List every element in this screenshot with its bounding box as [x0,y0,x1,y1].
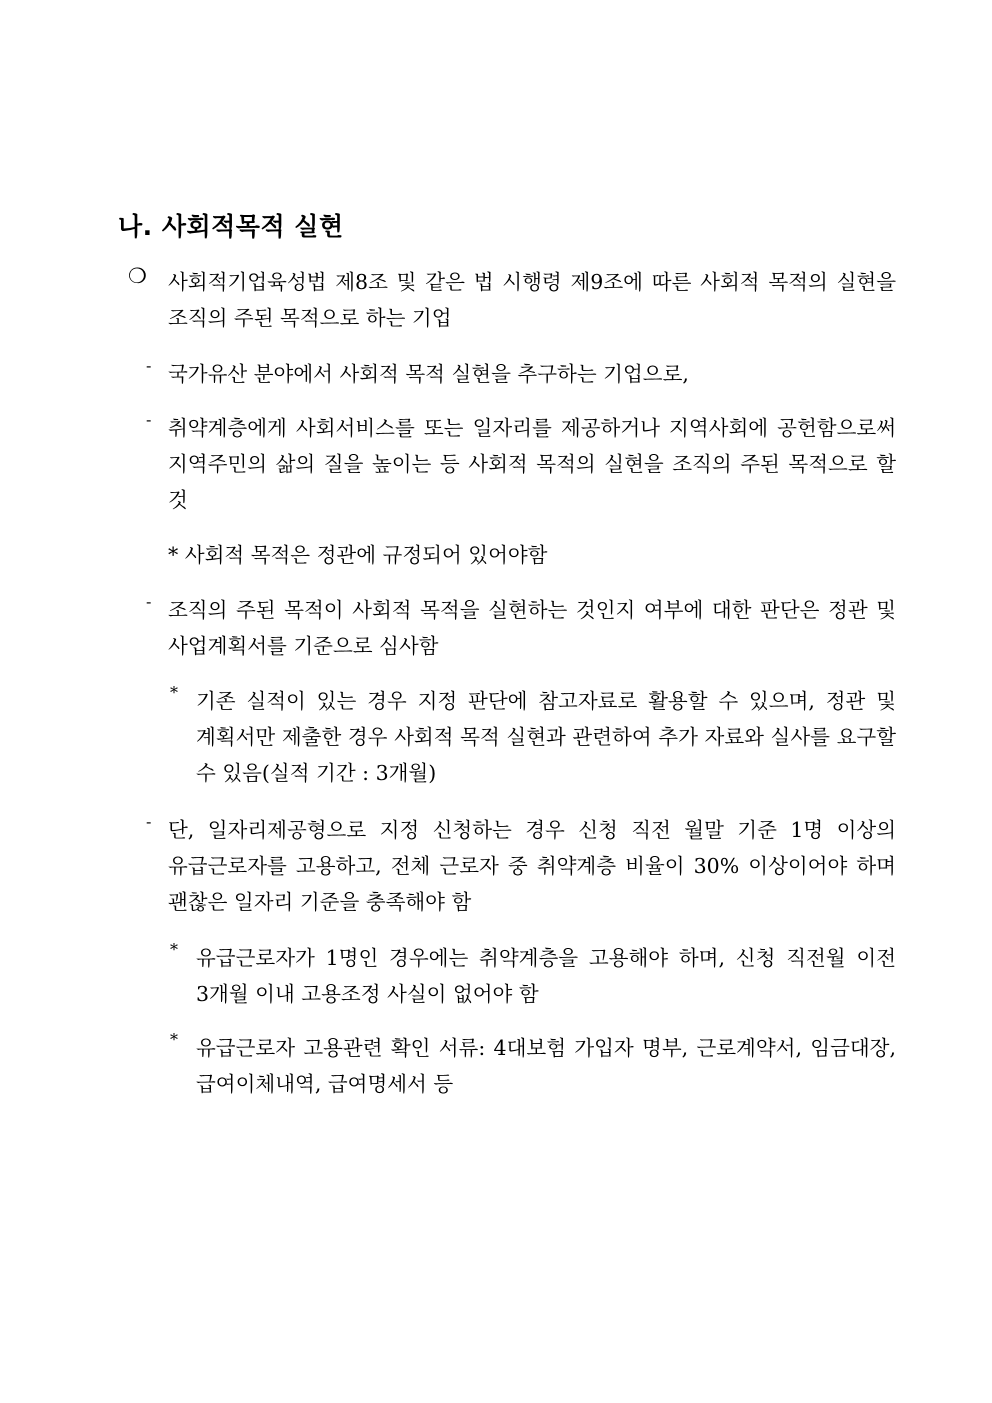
dash-bullet: - [146,356,152,375]
asterisk-bullet: * [170,940,178,959]
section-heading: 나. 사회적목적 실현 [118,212,344,241]
sub-item-heritage: 국가유산 분야에서 사회적 목적 실현을 추구하는 기업으로, [168,362,689,386]
main-item-text: 사회적기업육성법 제8조 및 같은 법 시행령 제9조에 따른 사회적 목적의 실현을 조직의 주된 목적으로 하는 기업 [168,270,896,330]
sub-item-vulnerable-groups: 취약계층에게 사회서비스를 또는 일자리를 제공하거나 지역사회에 공헌함으로써 지역주민의 삶의 질을 높이는 등 사회적 목적의 실현을 조직의 주된 목적으로 할 것 [168,416,896,512]
dash-bullet: - [146,592,152,611]
asterisk-bullet: * [170,683,178,702]
dash-bullet: - [146,812,152,831]
asterisk-bullet: * [170,1030,178,1049]
note-single-employee: 유급근로자가 1명인 경우에는 취약계층을 고용해야 하며, 신청 직전월 이전 3개월 이내 고용조정 사실이 없어야 함 [196,946,896,1006]
note-existing-performance: 기존 실적이 있는 경우 지정 판단에 참고자료로 활용할 수 있으며, 정관 및 계획서만 제출한 경우 사회적 목적 실현과 관련하여 추가 자료와 실사를 요구할 수 있음(실적 기간 : 3개월) [196,689,896,785]
dash-bullet: - [146,410,152,429]
note-articles-of-incorporation: * 사회적 목적은 정관에 규정되어 있어야함 [168,543,548,567]
sub-item-job-creation-type: 단, 일자리제공형으로 지정 신청하는 경우 신청 직전 월말 기준 1명 이상의 유급근로자를 고용하고, 전체 근로자 중 취약계층 비율이 30% 이상이어야 하며 괜찮은 일자리 기준을 충족해야 함 [168,818,896,914]
ring-bullet-icon: ❍ [128,264,147,288]
sub-item-review-criteria: 조직의 주된 목적이 사회적 목적을 실현하는 것인지 여부에 대한 판단은 정관 및 사업계획서를 기준으로 심사함 [168,598,896,658]
note-required-documents: 유급근로자 고용관련 확인 서류: 4대보험 가입자 명부, 근로계약서, 임금대장, 급여이체내역, 급여명세서 등 [196,1036,896,1096]
